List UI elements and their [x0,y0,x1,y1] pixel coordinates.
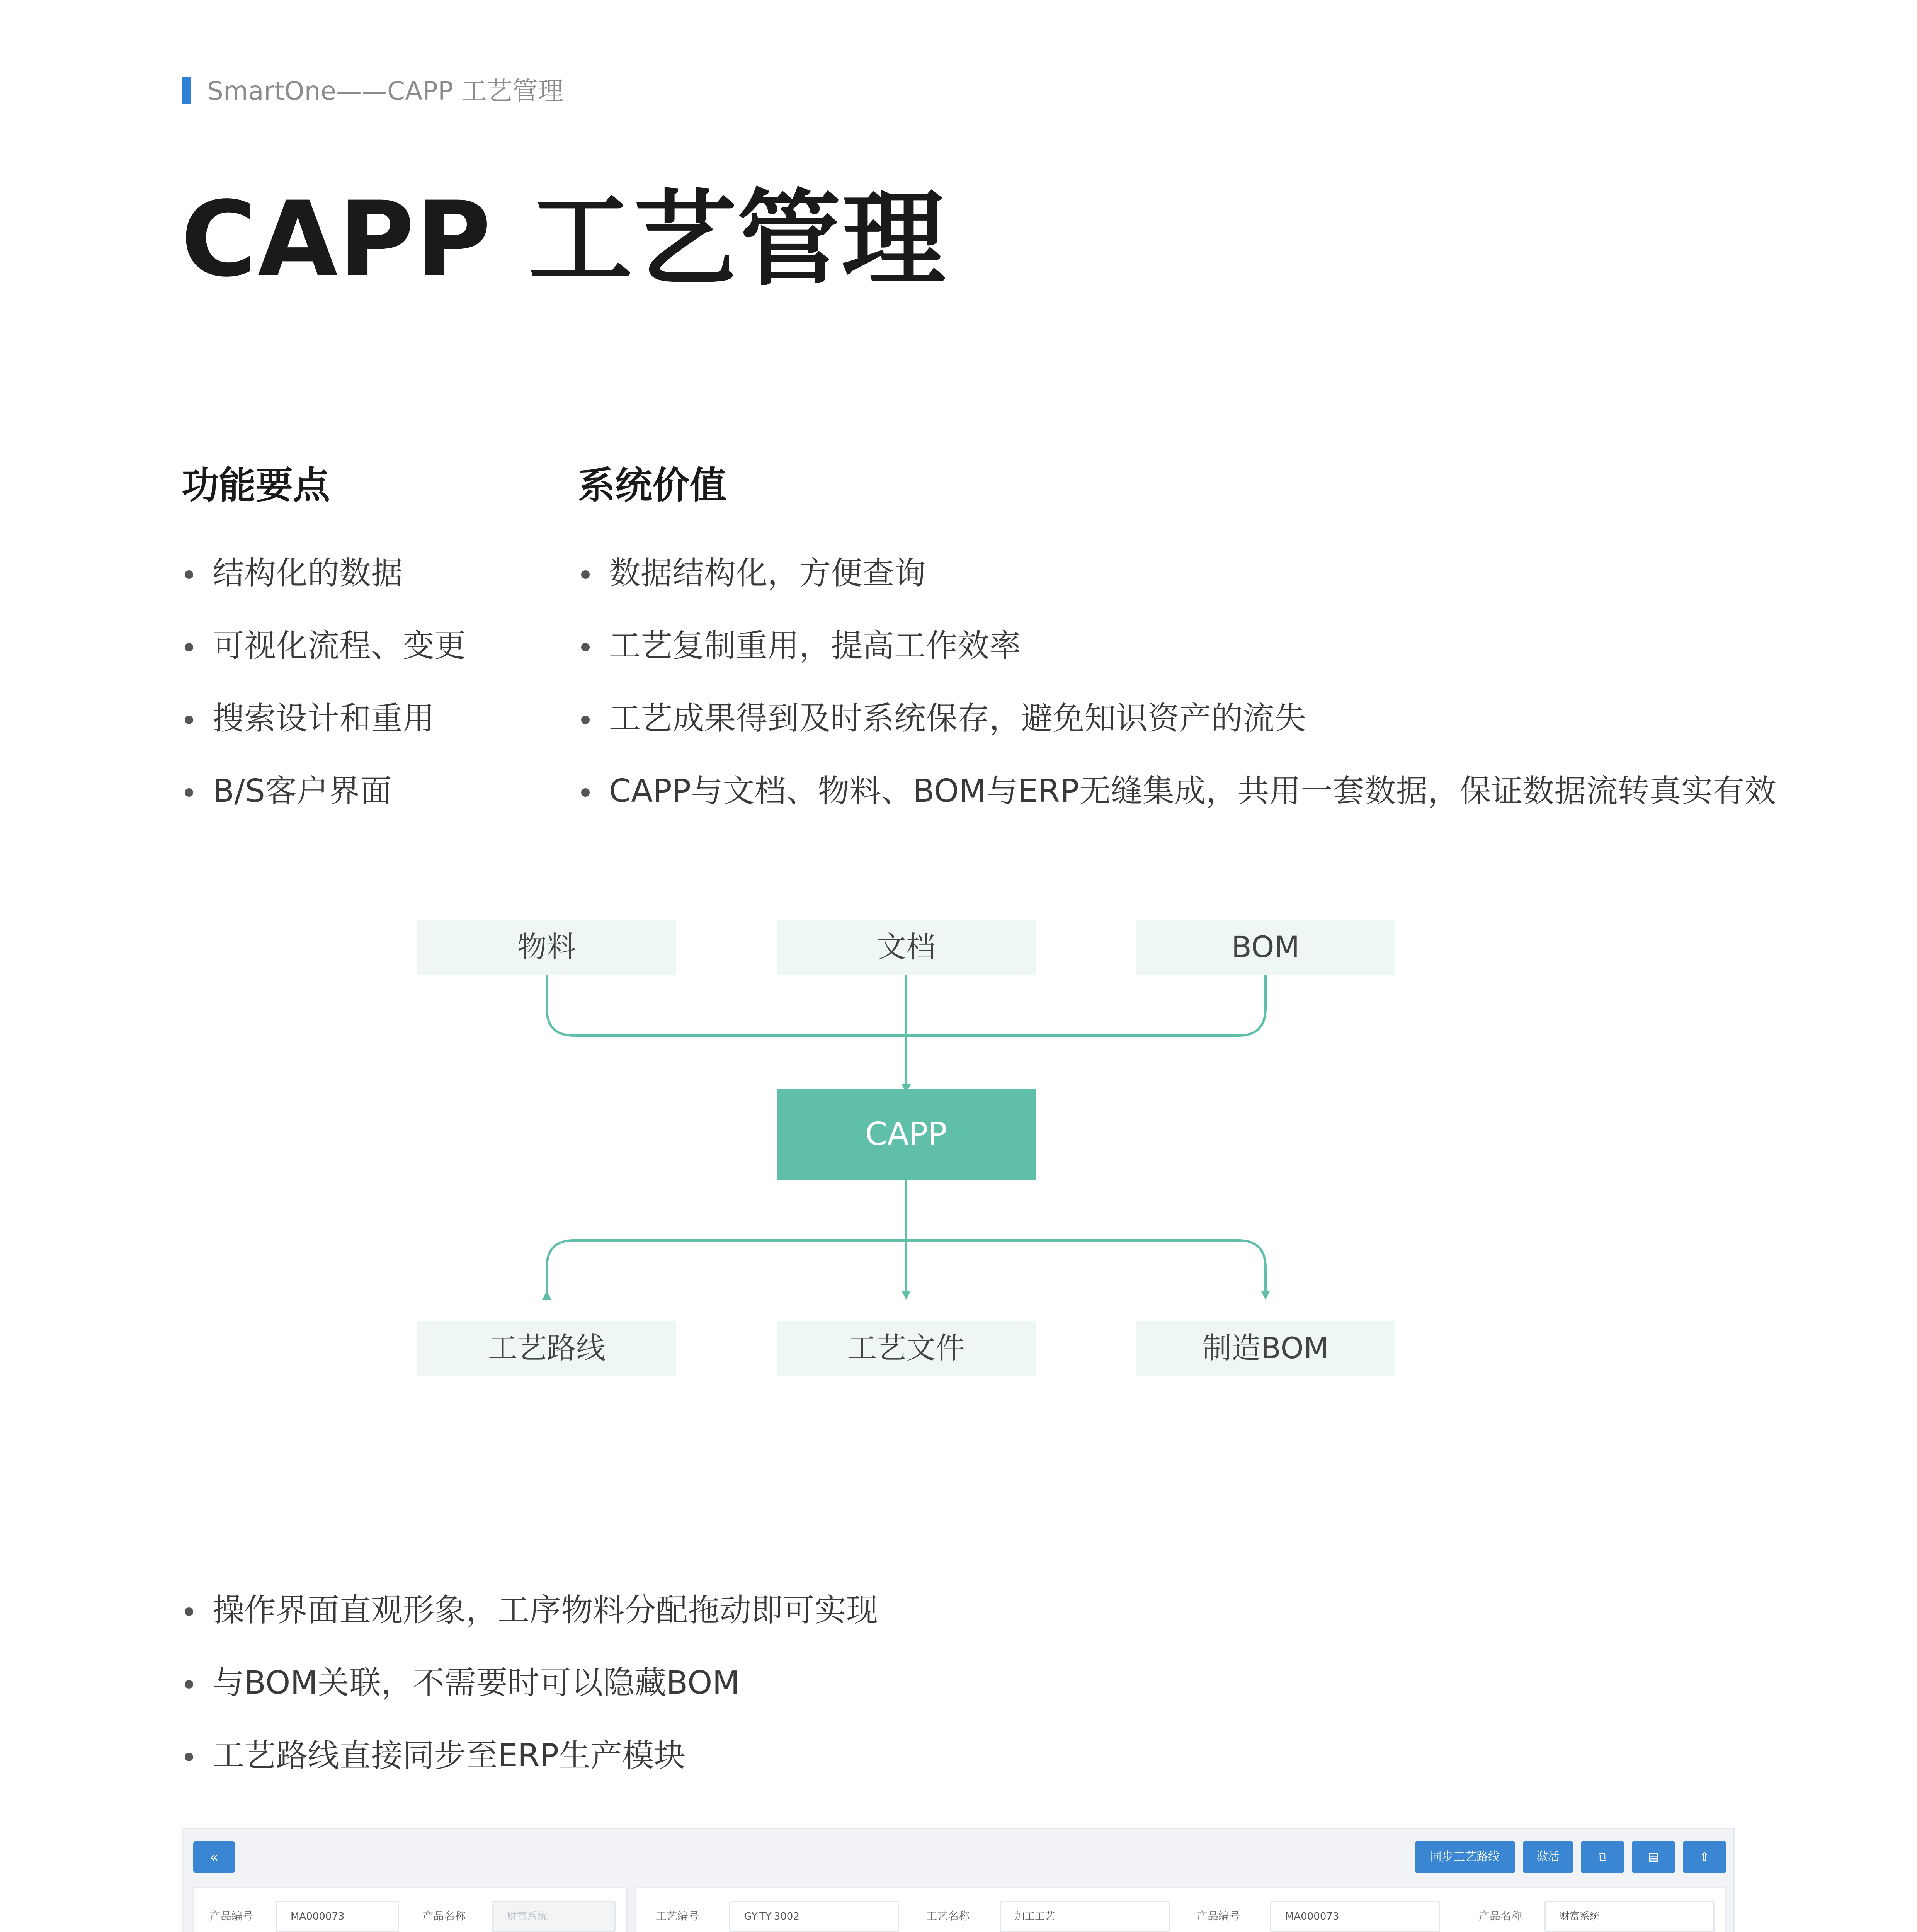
ui-point-item: 与BOM关联，不需要时可以隐藏BOM [182,1660,1341,1733]
features-heading: 功能要点 [182,464,330,507]
value-item: 工艺成果得到及时系统保存，避免知识资产的流失 [578,696,1776,768]
bom-form-panel [193,1887,628,1932]
field-label: 工艺名称 [926,1910,970,1922]
product-name-field[interactable]: 财富系统 [492,1901,616,1932]
product-code-field[interactable]: MA000073 [276,1901,399,1932]
product-name-field[interactable]: 财富系统 [1544,1901,1715,1932]
flow-output-file: 工艺文件 [777,1321,1036,1376]
page-title: CAPP 工艺管理 [181,179,946,300]
field-label: 产品名称 [1479,1910,1522,1922]
feature-item: 结构化的数据 [182,550,568,623]
features-list [182,550,568,841]
route-name-field[interactable]: 加工工艺 [1000,1901,1170,1932]
value-item: 数据结构化，方便查询 [578,550,1776,623]
upload-icon[interactable]: ⇧ [1683,1841,1726,1873]
route-form-panel [635,1887,1726,1932]
feature-item: 搜索设计和重用 [182,696,568,768]
route-code-field[interactable]: GY-TY-3002 [729,1901,899,1932]
sync-route-button[interactable]: 同步工艺路线 [1415,1841,1515,1873]
value-item: 工艺复制重用，提高工作效率 [578,623,1776,696]
values-heading: 系统价值 [578,464,726,507]
flow-input-bom: BOM [1136,920,1395,975]
field-label: 产品名称 [422,1910,466,1922]
ui-point-item: 操作界面直观形象，工序物料分配拖动即可实现 [182,1587,1341,1660]
activate-button[interactable]: 激活 [1523,1841,1573,1873]
flow-input-document: 文档 [777,920,1036,975]
product-code-field[interactable]: MA000073 [1270,1901,1440,1932]
field-label: 工艺编号 [656,1910,699,1922]
double-chevron-left-icon[interactable]: « [193,1841,235,1873]
ui-point-item: 工艺路线直接同步至ERP生产模块 [182,1733,1341,1805]
flow-diagram [417,920,1391,1376]
flow-input-material: 物料 [417,920,676,975]
flow-output-route: 工艺路线 [417,1321,676,1376]
flow-center-capp: CAPP [777,1089,1036,1180]
ui-points-list [182,1587,1341,1805]
document-icon[interactable]: ▤ [1632,1841,1675,1873]
header-text: SmartOne——CAPP 工艺管理 [207,76,563,106]
field-label: 产品编号 [210,1910,253,1922]
value-item: CAPP与文档、物料、BOM与ERP无缝集成，共用一套数据，保证数据流转真实有效 [578,768,1776,841]
feature-item: 可视化流程、变更 [182,623,568,696]
capp-ui-screenshot [182,1828,1735,1932]
copy-icon[interactable]: ⧉ [1581,1841,1624,1873]
feature-item: B/S客户界面 [182,768,568,841]
values-list [578,550,1776,841]
header-accent-bar [182,77,191,104]
flow-output-mbom: 制造BOM [1136,1321,1395,1376]
field-label: 产品编号 [1197,1910,1240,1922]
